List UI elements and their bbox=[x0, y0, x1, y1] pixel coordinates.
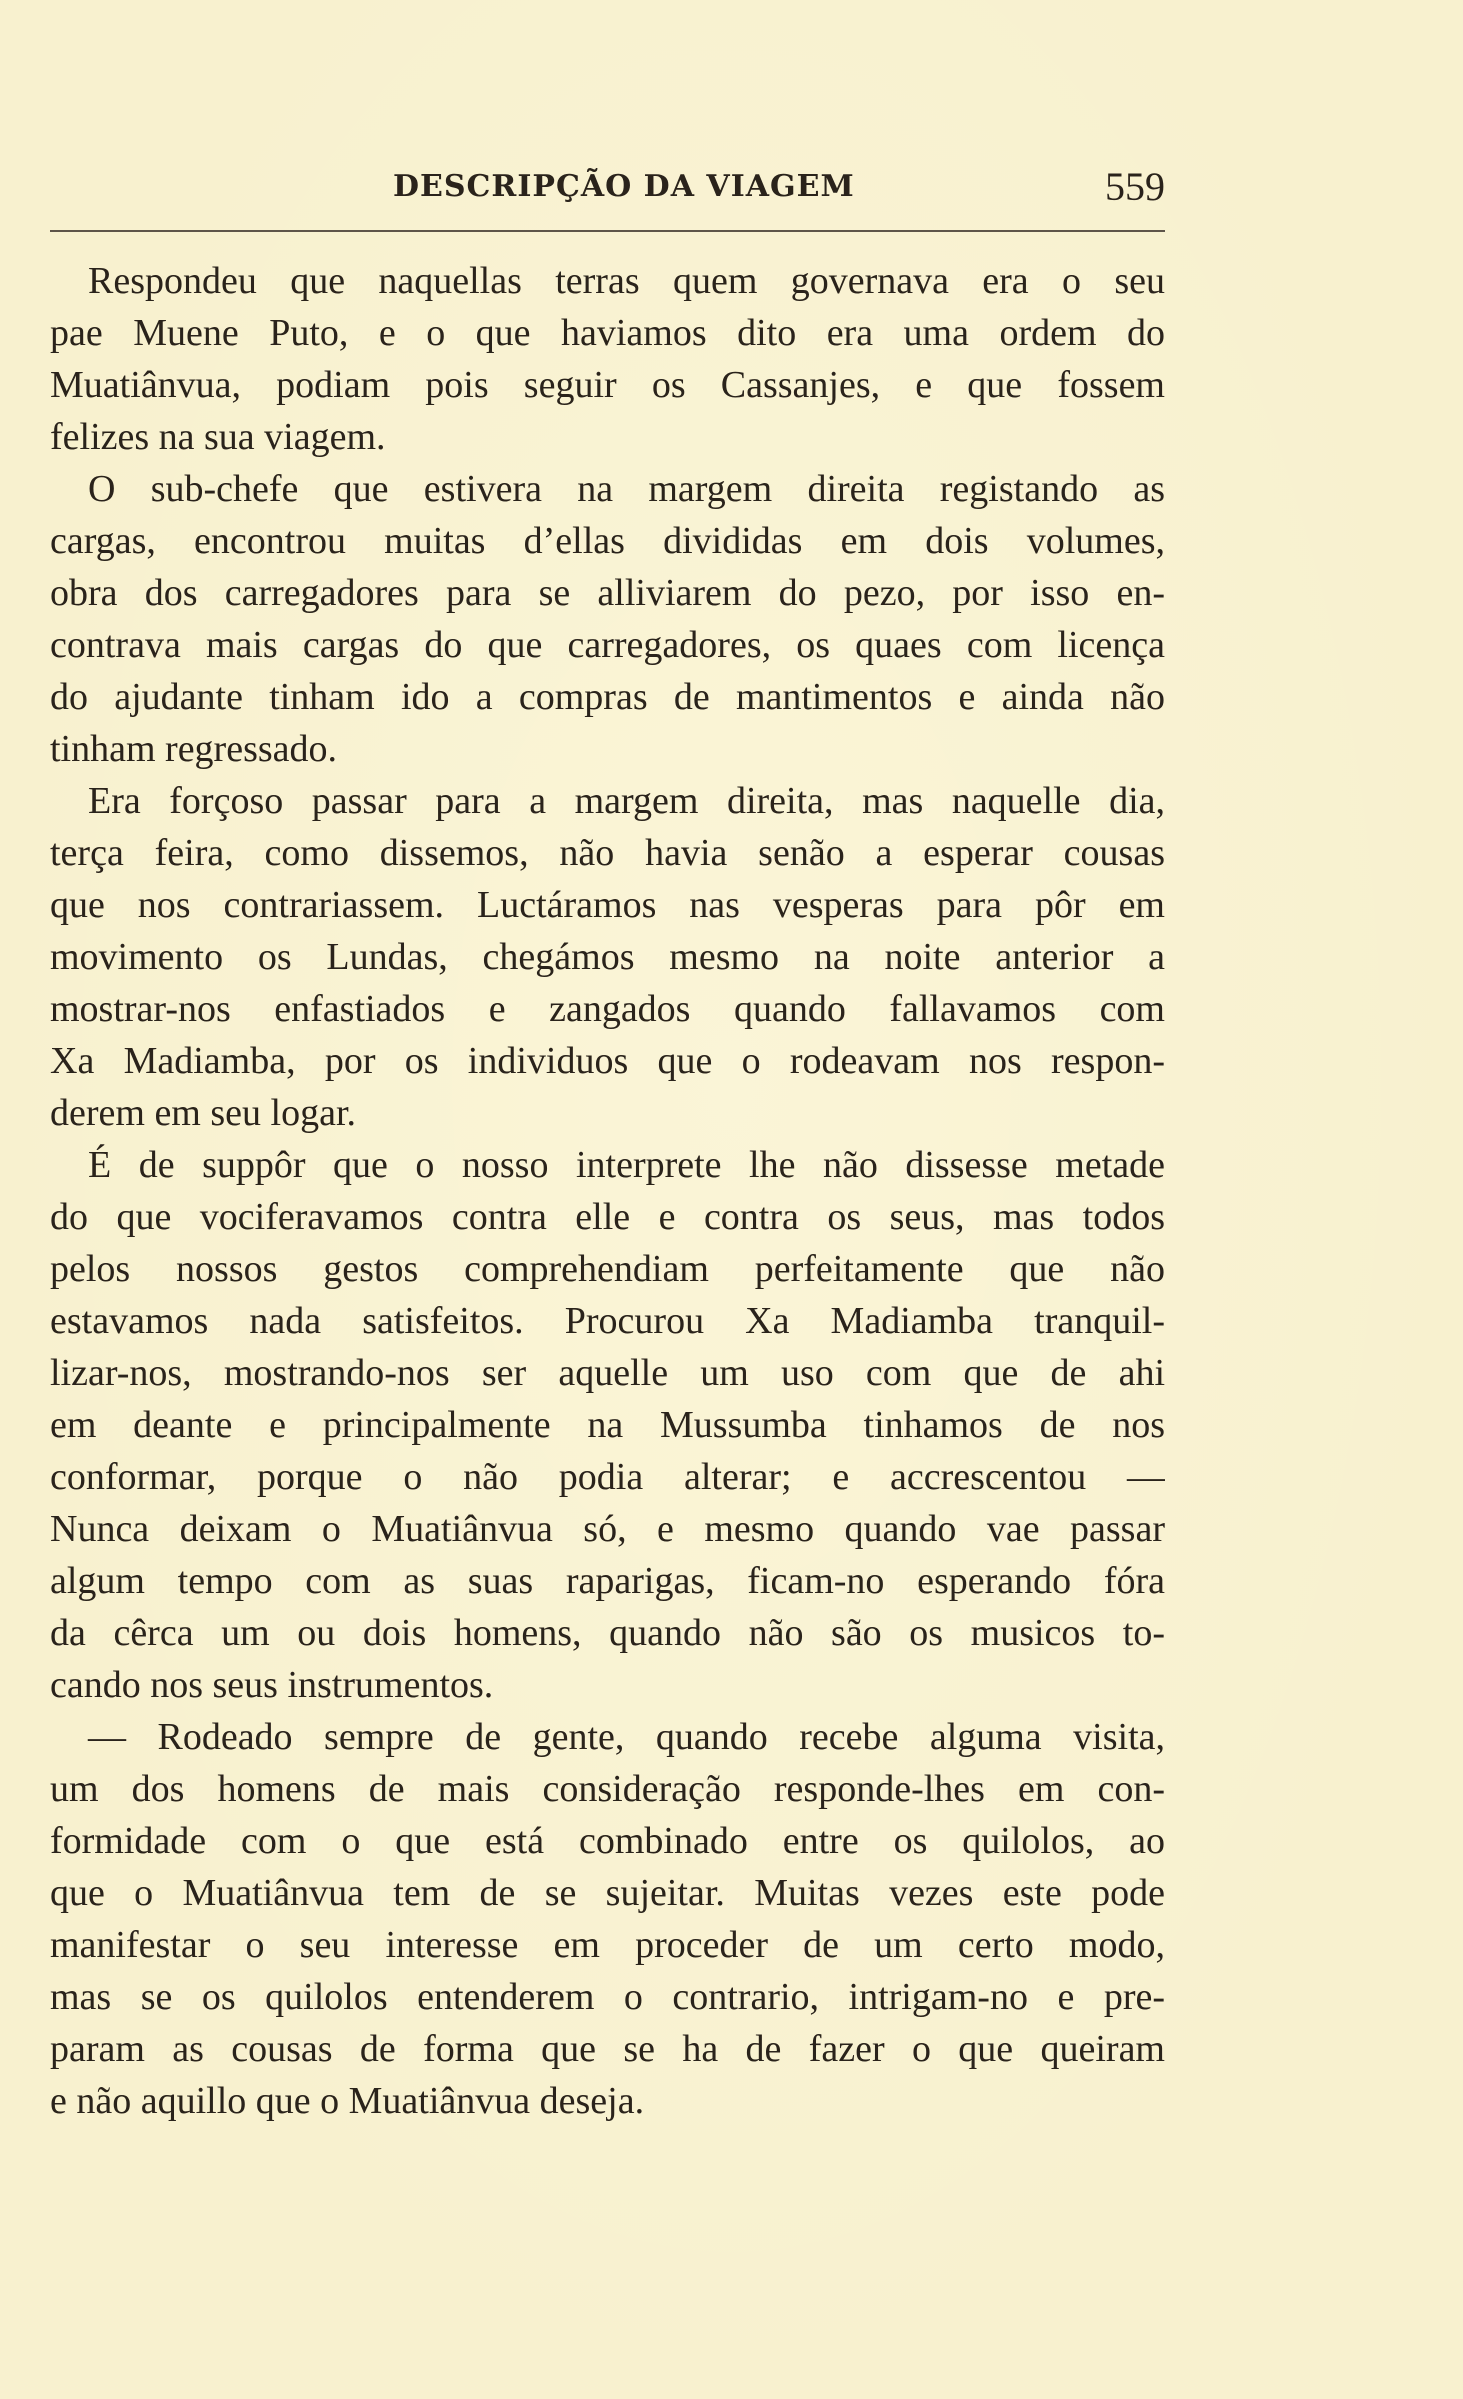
text-line: cargas, encontrou muitas d’ellas divididas em dois volumes, bbox=[50, 520, 1165, 562]
text-line: pelos nossos gestos comprehendiam perfeitamente que não bbox=[50, 1248, 1165, 1290]
page-number: 559 bbox=[1105, 164, 1165, 209]
text-line: estavamos nada satisfeitos. Procurou Xa Madiamba tranquil- bbox=[50, 1300, 1165, 1342]
text-line: um dos homens de mais consideração responde-lhes em con- bbox=[50, 1768, 1165, 1810]
text-line: Xa Madiamba, por os individuos que o rodeavam nos respon- bbox=[50, 1040, 1165, 1082]
text-line: e não aquillo que o Muatiânvua deseja. bbox=[50, 2080, 645, 2122]
text-line: formidade com o que está combinado entre os quilolos, ao bbox=[50, 1820, 1165, 1862]
text-line: cando nos seus instrumentos. bbox=[50, 1664, 494, 1706]
header-rule bbox=[50, 230, 1165, 232]
text-line: manifestar o seu interesse em proceder de um certo modo, bbox=[50, 1924, 1165, 1966]
text-line: do ajudante tinham ido a compras de mantimentos e ainda não bbox=[50, 676, 1165, 718]
text-line: terça feira, como dissemos, não havia senão a esperar cousas bbox=[50, 832, 1165, 874]
text-line: que nos contrariassem. Luctáramos nas vesperas para pôr em bbox=[50, 884, 1165, 926]
text-line: contrava mais cargas do que carregadores, os quaes com licença bbox=[50, 624, 1165, 666]
text-line: tinham regressado. bbox=[50, 728, 338, 770]
text-line: Respondeu que naquellas terras quem governava era o seu bbox=[88, 260, 1165, 302]
text-line: algum tempo com as suas raparigas, ficam-no esperando fóra bbox=[50, 1560, 1165, 1602]
text-line: pae Muene Puto, e o que haviamos dito era uma ordem do bbox=[50, 312, 1165, 354]
running-head bbox=[50, 163, 1165, 213]
text-line: felizes na sua viagem. bbox=[50, 416, 386, 458]
text-line: mas se os quilolos entenderem o contrario, intrigam-no e pre- bbox=[50, 1976, 1165, 2018]
text-line: da cêrca um ou dois homens, quando não são os musicos to- bbox=[50, 1612, 1165, 1654]
text-line: derem em seu logar. bbox=[50, 1092, 357, 1134]
text-line: lizar-nos, mostrando-nos ser aquelle um uso com que de ahi bbox=[50, 1352, 1165, 1394]
running-title: DESCRIPÇÃO DA VIAGEM bbox=[393, 169, 855, 204]
text-line: param as cousas de forma que se ha de fazer o que queiram bbox=[50, 2028, 1165, 2070]
text-line: O sub-chefe que estivera na margem direita registando as bbox=[88, 468, 1165, 510]
text-line: movimento os Lundas, chegámos mesmo na noite anterior a bbox=[50, 936, 1165, 978]
text-line: do que vociferavamos contra elle e contra os seus, mas todos bbox=[50, 1196, 1165, 1238]
text-line: — Rodeado sempre de gente, quando recebe alguma visita, bbox=[88, 1716, 1165, 1758]
text-line: em deante e principalmente na Mussumba tinhamos de nos bbox=[50, 1404, 1165, 1446]
text-line: conformar, porque o não podia alterar; e accrescentou — bbox=[50, 1456, 1165, 1498]
text-line: que o Muatiânvua tem de se sujeitar. Muitas vezes este pode bbox=[50, 1872, 1165, 1914]
text-line: obra dos carregadores para se alliviarem do pezo, por isso en- bbox=[50, 572, 1165, 614]
text-line: Nunca deixam o Muatiânvua só, e mesmo quando vae passar bbox=[50, 1508, 1165, 1550]
body-text bbox=[50, 255, 1165, 2127]
text-line: Muatiânvua, podiam pois seguir os Cassanjes, e que fossem bbox=[50, 364, 1165, 406]
text-line: É de suppôr que o nosso interprete lhe não dissesse metade bbox=[88, 1144, 1165, 1186]
text-line: Era forçoso passar para a margem direita, mas naquelle dia, bbox=[88, 780, 1165, 822]
text-line: mostrar-nos enfastiados e zangados quando fallavamos com bbox=[50, 988, 1165, 1030]
